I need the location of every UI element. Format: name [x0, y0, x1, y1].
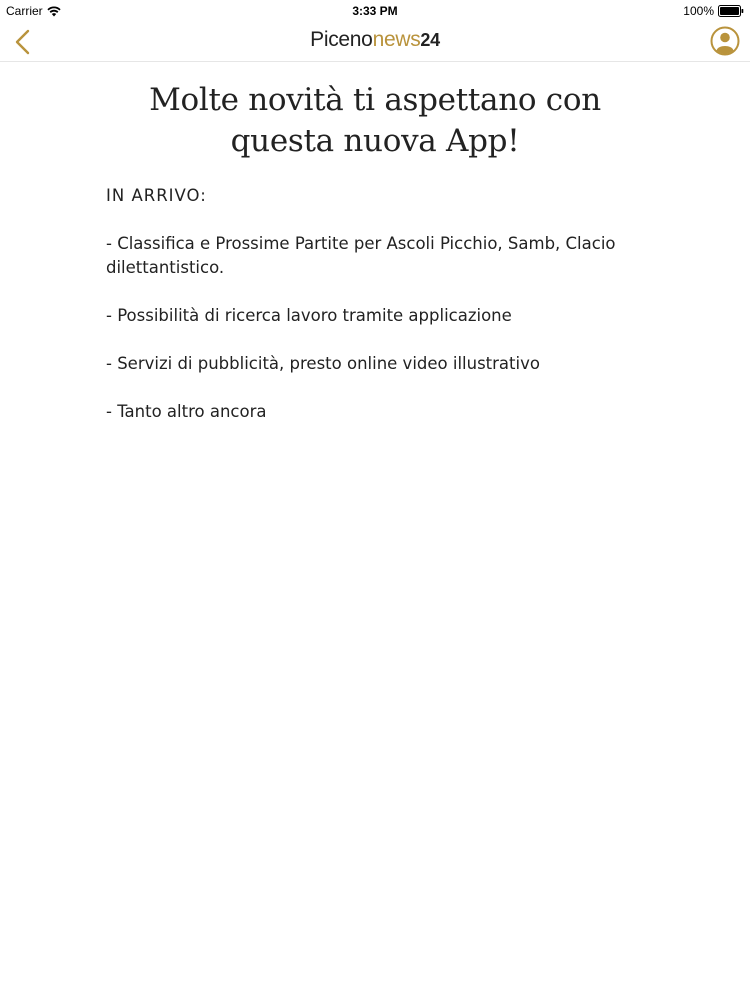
battery-percent: 100%: [683, 4, 714, 18]
list-item: - Servizi di pubblicità, presto online video illustrativo: [106, 354, 540, 373]
list-item: - Possibilità di ricerca lavoro tramite applicazione: [106, 306, 512, 325]
carrier-label: Carrier: [6, 4, 43, 18]
logo-24: 24: [420, 30, 440, 50]
status-right: [683, 4, 744, 18]
status-bar: [0, 0, 750, 22]
headline-line-2: questa nuova App!: [230, 123, 520, 159]
user-icon: [710, 26, 740, 56]
section-label: IN ARRIVO:: [106, 186, 207, 205]
logo-piceno: Piceno: [310, 28, 373, 51]
app-logo: [0, 28, 750, 52]
list-item: - Classifica e Prossime Partite per Ascoli Picchio, Samb, Clacio dilettantistico.: [106, 234, 616, 277]
profile-button[interactable]: [710, 26, 740, 56]
status-time: 3:33 PM: [352, 4, 398, 18]
announcement-body: [106, 184, 646, 448]
headline: [0, 80, 750, 162]
nav-bar: [0, 22, 750, 62]
battery-icon: [718, 5, 744, 17]
main-content: [0, 62, 750, 421]
headline-line-1: Molte novità ti aspettano con: [149, 82, 601, 118]
logo-news: news: [372, 28, 421, 51]
list-item: - Tanto altro ancora: [106, 402, 267, 421]
